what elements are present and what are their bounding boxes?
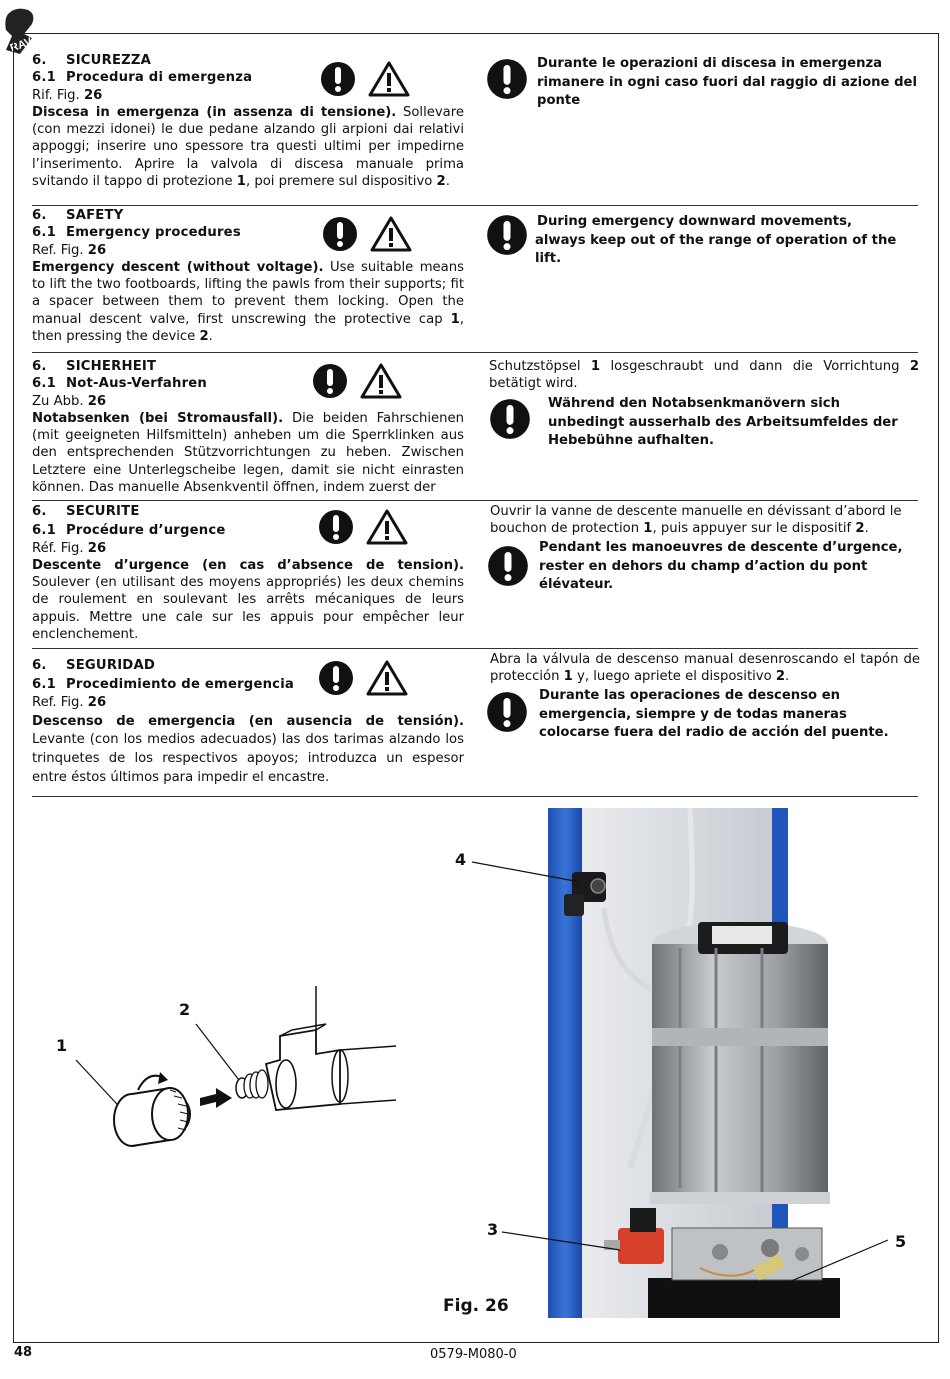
divider bbox=[32, 500, 918, 501]
hazard-triangle-icon bbox=[360, 362, 402, 400]
figure-reference: Ref. Fig. 26 bbox=[32, 242, 107, 258]
valve-cap-diagram bbox=[40, 980, 400, 1150]
exclamation-icon bbox=[318, 509, 354, 545]
warning-icons bbox=[320, 60, 410, 98]
warning-text: Durante las operaciones de descenso en emergencia, siempre y de todas maneras colocarse fuera del radio de acción del puente. bbox=[539, 688, 889, 740]
procedure-paragraph: Descenso de emergencia (en ausencia de tensión). Levante (con los medios adecuados) las dos tarimas alzando los trinquetes de los respectivos apoyos; introduzca un espesor entre éstos últimos para impedir el encastre. bbox=[32, 713, 464, 785]
warning-text: Pendant les manoeuvres de descente d’urgence, rester en dehors du champ d’action du pont élévateur. bbox=[539, 540, 903, 592]
divider bbox=[32, 648, 918, 649]
section-heading: 6. SICHERHEIT bbox=[32, 359, 157, 374]
subsection-heading: 6.1 Emergency procedures bbox=[32, 225, 241, 241]
exclamation-icon bbox=[486, 214, 528, 256]
figure-caption: Fig. 26 bbox=[443, 1296, 509, 1316]
figure-reference: Rif. Fig. 26 bbox=[32, 87, 103, 103]
hazard-triangle-icon bbox=[370, 215, 412, 253]
subsection-heading: 6.1 Procedimiento de emergencia bbox=[32, 676, 295, 692]
hazard-triangle-icon bbox=[366, 508, 408, 546]
exclamation-icon bbox=[322, 216, 358, 252]
subsection-heading: 6.1 Procédure d’urgence bbox=[32, 523, 226, 539]
section-heading: 6. SAFETY bbox=[32, 208, 124, 223]
exclamation-icon bbox=[320, 61, 356, 97]
warning-icons bbox=[318, 659, 408, 697]
section-english bbox=[32, 207, 918, 352]
photo-leader-lines bbox=[460, 840, 900, 1300]
hazard-triangle-icon bbox=[368, 60, 410, 98]
section-german bbox=[32, 358, 918, 500]
exclamation-icon bbox=[486, 58, 528, 100]
figure-reference: Zu Abb. 26 bbox=[32, 393, 107, 409]
continued-text: Abra la válvula de descenso manual desenroscando el tapón de protección 1 y, luego apriete el dispositivo 2. bbox=[490, 652, 920, 685]
warning-icons bbox=[318, 508, 408, 546]
exclamation-icon bbox=[318, 660, 354, 696]
hazard-triangle-icon bbox=[366, 659, 408, 697]
warning-text: Während den Notabsenkmanövern sich unbedingt ausserhalb des Arbeitsumfeldes der Hebebühne aufhalten. bbox=[548, 396, 898, 448]
divider bbox=[32, 796, 918, 797]
figure-reference: Réf. Fig. 26 bbox=[32, 540, 107, 556]
section-spanish bbox=[32, 651, 918, 796]
warning-icons bbox=[312, 362, 402, 400]
procedure-paragraph: Notabsenken (bei Stromausfall). Die beiden Fahrschienen (mit geeigneten Hilfsmitteln) anheben um die Sperrklinken aus den entsprechenden Stützvorrichtungen zu heben. Zwischen Letztere eine Unterlegscheibe legen, damit sie nicht einrasten können. Das manuelle Absenkventil öffnen, indem zuerst der bbox=[32, 410, 464, 496]
section-heading: 6. SECURITE bbox=[32, 504, 140, 519]
svg-text:RAV: RAV bbox=[8, 35, 34, 55]
callout-2: 2 bbox=[179, 1000, 191, 1019]
divider bbox=[32, 205, 918, 206]
document-code: 0579-M080-0 bbox=[430, 1347, 517, 1362]
warning-text: Durante le operazioni di discesa in emergenza rimanere in ogni caso fuori dal raggio di azione del ponte bbox=[537, 56, 917, 108]
callout-5: 5 bbox=[895, 1232, 907, 1251]
warning-text: During emergency downward movements, always keep out of the range of operation of the lift. bbox=[535, 214, 897, 266]
subsection-heading: 6.1 Not-Aus-Verfahren bbox=[32, 376, 208, 392]
continued-text: Schutzstöpsel 1 losgeschraubt und dann die Vorrichtung 2 betätigt wird. bbox=[489, 359, 919, 392]
exclamation-icon bbox=[489, 398, 531, 440]
figure-reference: Ref. Fig. 26 bbox=[32, 695, 107, 711]
section-heading: 6. SICUREZZA bbox=[32, 53, 152, 68]
subsection-heading: 6.1 Procedura di emergenza bbox=[32, 70, 253, 86]
procedure-paragraph: Emergency descent (without voltage). Use suitable means to lift the two footboards, lifting the pawls from their supports; fit a spacer between them to prevent them locking. Open the manual descent valve, first unscrewing the protective cap 1, then pressing the device 2. bbox=[32, 259, 464, 345]
page-number: 48 bbox=[14, 1345, 33, 1360]
section-french bbox=[32, 503, 918, 648]
procedure-paragraph: Descente d’urgence (en cas d’absence de tension). Soulever (en utilisant des moyens appropriés) les deux chemins de roulement en soulevant les arrêts mécaniques de leurs appuis. Mettre une cale sur les appuis pour empêcher leur enclenchement. bbox=[32, 557, 464, 643]
exclamation-icon bbox=[312, 363, 348, 399]
procedure-paragraph: Discesa in emergenza (in assenza di tensione). Sollevare (con mezzi idonei) le due pedane alzando gli arpioni dai relativi appoggi; inserire uno spessore tra questi ultimi per impedirne l’inserimento. Aprire la valvola di discesa manuale prima svitando il tappo di protezione 1, poi premere sul dispositivo 2. bbox=[32, 104, 464, 190]
exclamation-icon bbox=[486, 691, 528, 733]
continued-text: Ouvrir la vanne de descente manuelle en dévissant d’abord le bouchon de protection 1, puis appuyer sur le dispositif 2. bbox=[490, 504, 902, 537]
callout-3: 3 bbox=[487, 1220, 499, 1239]
divider bbox=[32, 352, 918, 353]
exclamation-icon bbox=[487, 545, 529, 587]
section-heading: 6. SEGURIDAD bbox=[32, 658, 155, 673]
warning-icons bbox=[322, 215, 412, 253]
callout-1: 1 bbox=[56, 1036, 68, 1055]
callout-4: 4 bbox=[455, 850, 467, 869]
section-italian bbox=[32, 52, 918, 202]
